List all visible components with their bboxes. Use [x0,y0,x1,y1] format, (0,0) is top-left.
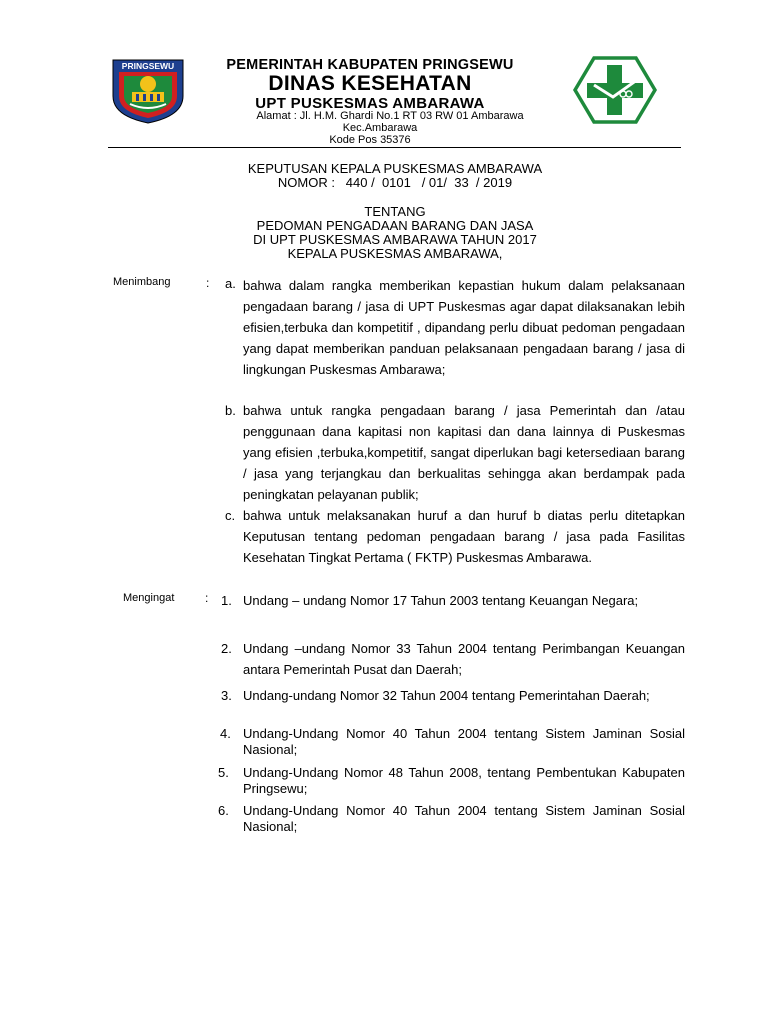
postal-code: Kode Pos 35376 [329,134,411,146]
recalling-marker-3: 3. [221,688,232,703]
decree-about: TENTANG [364,204,426,219]
considering-item-b: bahwa untuk rangka pengadaan barang / jasa Pemerintah dan /atau penggunaan dana kapitasi non kapitasi dan dana lainnya di Puskesmas yang efisien ,terbuka,kompetitif, sangat diperlukan bagi ketersediaan barang / jasa yang terjangkau dan berkualitas sehingga akan berdampak pada peningkatan pelayanan publik; [243,403,685,502]
recalling-marker-1: 1. [221,593,232,608]
recalling-marker-4: 4. [220,726,231,741]
decree-subject-line1: PEDOMAN PENGADAAN BARANG DAN JASA [256,218,534,233]
address: Alamat : Jl. H.M. Ghardi No.1 RT 03 RW 01 Ambarawa [256,110,524,122]
considering-colon: : [206,276,210,290]
recalling-marker-5: 5. [218,765,229,780]
recalling-item-1: Undang – undang Nomor 17 Tahun 2003 tentang Keuangan Negara; [243,593,639,608]
recalling-item-3: Undang-undang Nomor 32 Tahun 2004 tentang Pemerintahan Daerah; [243,688,650,703]
department-name: DINAS KESEHATAN [268,72,472,95]
district: Kec.Ambarawa [342,122,418,134]
decree-signatory: KEPALA PUSKESMAS AMBARAWA, [287,246,503,261]
considering-item-a: bahwa dalam rangka memberikan kepastian hukum dalam pelaksanaan pengadaan barang / jasa di UPT Puskesmas agar dapat dilaksanakan lebih efisien,terbuka dan kompetitif , dipandang perlu dibuat pedoman pengadaan yang dapat memberikan panduan pelaksanaan pengadaan barang / jasa di lingkungan Puskesmas Ambarawa; [243,278,685,377]
letterhead-divider [108,147,681,148]
decree-number: NOMOR : 440 / 0101 / 01/ 33 / 2019 [277,175,513,190]
recalling-item-2: Undang –undang Nomor 33 Tahun 2004 tentang Perimbangan Keuangan antara Pemerintah Pusat dan Daerah; [243,641,685,677]
pringsewu-regency-logo [110,58,186,124]
recalling-marker-2: 2. [221,641,232,656]
considering-marker-a: a. [225,276,236,291]
considering-item-c: bahwa untuk melaksanakan huruf a dan huruf b diatas perlu ditetapkan Keputusan tentang pedoman pengadaan barang / jasa pada Fasilitas Kesehatan Tingkat Pertama ( FKTP) Puskesmas Ambarawa. [243,508,685,565]
recalling-colon: : [205,591,209,605]
decree-subject-line2: DI UPT PUSKESMAS AMBARAWA TAHUN 2017 [253,232,537,247]
government-name: PEMERINTAH KABUPATEN PRINGSEWU [226,57,514,73]
recalling-marker-6: 6. [218,803,229,818]
recalling-item-4: Undang-Undang Nomor 40 Tahun 2004 tentang Sistem Jaminan Sosial Nasional; [243,726,685,757]
recalling-item-6: Undang-Undang Nomor 40 Tahun 2004 tentang Sistem Jaminan Sosial Nasional; [243,803,685,834]
recalling-item-5: Undang-Undang Nomor 48 Tahun 2008, tentang Pembentukan Kabupaten Pringsewu; [243,765,685,796]
logo-left-text: PRINGSEWU [121,61,175,71]
considering-label: Menimbang [113,276,171,288]
decree-title: KEPUTUSAN KEPALA PUSKESMAS AMBARAWA [247,161,543,176]
puskesmas-logo [573,56,657,124]
unit-name: UPT PUSKESMAS AMBARAWA [255,95,485,112]
recalling-label: Mengingat [123,592,175,604]
considering-marker-b: b. [225,403,236,418]
considering-marker-c: c. [225,508,236,523]
